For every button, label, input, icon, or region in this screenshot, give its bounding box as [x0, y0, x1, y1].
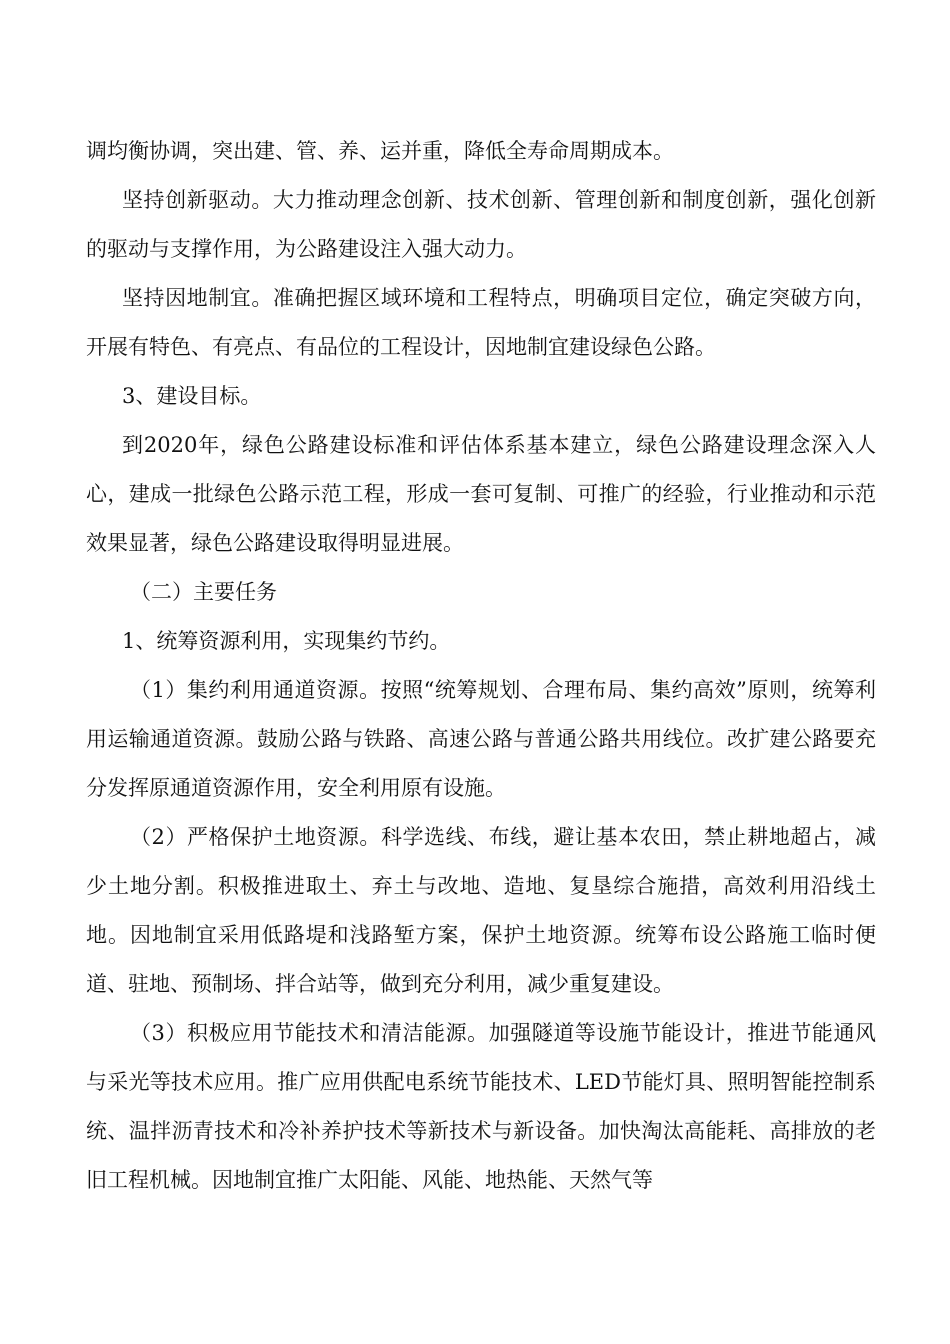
paragraph-local-conditions: 坚持因地制宜。准确把握区域环境和工程特点，明确项目定位，确定突破方向，开展有特色、有亮点、有品位的工程设计，因地制宜建设绿色公路。 [86, 286, 876, 359]
heading-construction-goals: 3、建设目标。 [122, 384, 262, 408]
heading-resource-utilization: 1、统筹资源利用，实现集约节约。 [122, 629, 451, 653]
paragraph-channel-resources: （1）集约利用通道资源。按照“统筹规划、合理布局、集约高效”原则，统筹利用运输通道资源。鼓励公路与铁路、高速公路与普通公路共用线位。改扩建公路要充分发挥原通道资源作用，安全利用原有设施。 [86, 678, 876, 800]
paragraph-energy-saving: （3）积极应用节能技术和清洁能源。加强隧道等设施节能设计，推进节能通风与采光等技术应用。推广应用供配电系统节能技术、LED节能灯具、照明智能控制系统、温拌沥青技术和冷补养护技术等新技术与新设备。加快淘汰高能耗、高排放的老旧工程机械。因地制宜推广太阳能、风能、地热能、天然气等 [86, 1021, 876, 1192]
heading-main-tasks: （二）主要任务 [130, 580, 277, 604]
paragraph-innovation-driven: 坚持创新驱动。大力推动理念创新、技术创新、管理创新和制度创新，强化创新的驱动与支撑作用，为公路建设注入强大动力。 [86, 188, 876, 261]
paragraph-land-resources: （2）严格保护土地资源。科学选线、布线，避让基本农田，禁止耕地超占，减少土地分割。积极推进取土、弃土与改地、造地、复垦综合施措，高效利用沿线土地。因地制宜采用低路堤和浅路堑方案，保护土地资源。统筹布设公路施工临时便道、驻地、预制场、拌合站等，做到充分利用，减少重复建设。 [86, 825, 876, 996]
paragraph-continuation: 调均衡协调，突出建、管、养、运并重，降低全寿命周期成本。 [86, 139, 674, 163]
document-body [86, 127, 876, 1205]
paragraph-2020-goals: 到2020年，绿色公路建设标准和评估体系基本建立，绿色公路建设理念深入人心，建成一批绿色公路示范工程，形成一套可复制、可推广的经验，行业推动和示范效果显著，绿色公路建设取得明显进展。 [86, 433, 876, 555]
